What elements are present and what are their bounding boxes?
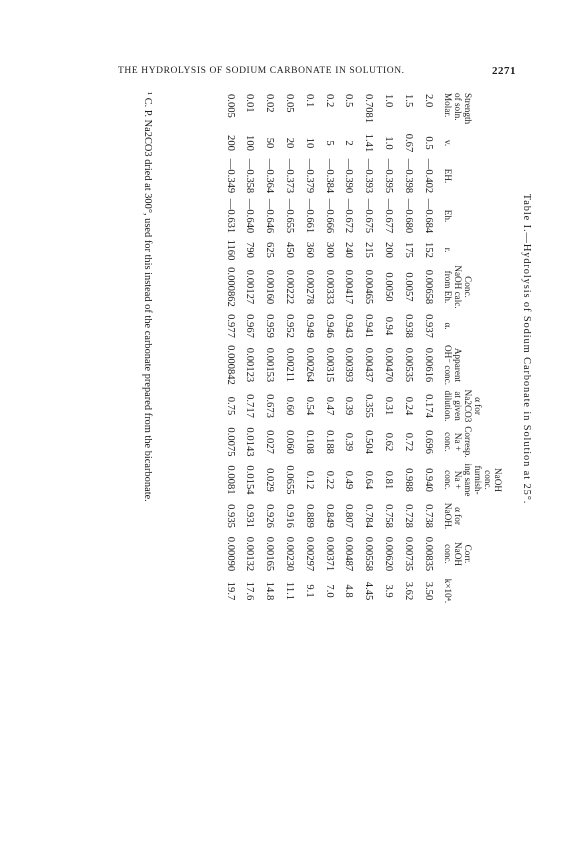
table-cell: 0.12 bbox=[303, 470, 315, 490]
table-row bbox=[379, 92, 399, 606]
table-cell: 4.8 bbox=[343, 584, 355, 598]
table-cell: 0.0057 bbox=[402, 272, 414, 302]
table-cell: 0.504 bbox=[363, 430, 375, 454]
table-cell: 0.1 bbox=[303, 94, 315, 108]
table-cell: —0.393 bbox=[363, 158, 375, 194]
column-header: α. bbox=[443, 322, 453, 330]
table-cell: 0.64 bbox=[363, 470, 375, 490]
table-cell: 0.807 bbox=[343, 504, 355, 528]
table-cell: 0.931 bbox=[244, 504, 256, 528]
table-cell: 0.2 bbox=[323, 94, 335, 108]
table-cell: 0.717 bbox=[244, 394, 256, 418]
table-cell: 0.0050 bbox=[383, 272, 395, 302]
table-cell: 0.00465 bbox=[363, 269, 375, 305]
table-cell: —0.680 bbox=[402, 198, 414, 234]
table-cell: 0.39 bbox=[343, 432, 355, 452]
table-cell: 10 bbox=[303, 137, 315, 149]
table-cell: 50 bbox=[264, 137, 276, 149]
table-cell: 0.784 bbox=[363, 504, 375, 528]
table-cell: 0.39 bbox=[343, 396, 355, 416]
table-cell: 14.8 bbox=[264, 581, 276, 601]
table-cell: 0.00558 bbox=[363, 536, 375, 572]
table-cell: 0.005 bbox=[224, 94, 236, 118]
table-cell: 0.00264 bbox=[303, 347, 315, 383]
table-row bbox=[398, 92, 418, 606]
table-cell: —0.646 bbox=[264, 198, 276, 234]
table-footnote: ¹ C. P. Na2CO3 dried at 300°, used for this instead of the carbonate prepared from the bicarbonate. bbox=[142, 92, 153, 502]
table-cell: 0.174 bbox=[422, 394, 434, 418]
table-cell: 0.00090 bbox=[224, 536, 236, 572]
table-cell: 0.728 bbox=[402, 504, 414, 528]
table-cell: 0.0143 bbox=[244, 427, 256, 457]
table-cell: 0.00487 bbox=[343, 536, 355, 572]
column-header: Corresp. Na + conc. bbox=[443, 426, 473, 458]
table-cell: 0.889 bbox=[303, 504, 315, 528]
table-row bbox=[240, 92, 260, 606]
table-cell: —0.675 bbox=[363, 198, 375, 234]
table-cell: 0.738 bbox=[422, 504, 434, 528]
table-cell: 0.00127 bbox=[244, 269, 256, 305]
table-row bbox=[299, 92, 319, 606]
table-cell: 0.941 bbox=[363, 314, 375, 338]
table-cell: 0.00123 bbox=[244, 347, 256, 383]
table-cell: 0.943 bbox=[343, 314, 355, 338]
table-cell: 0.00222 bbox=[284, 269, 296, 305]
table-cell: 0.00160 bbox=[264, 269, 276, 305]
table-cell: —0.364 bbox=[264, 158, 276, 194]
hydrolysis-table bbox=[220, 92, 503, 606]
table-row bbox=[418, 92, 438, 606]
table-cell: 175 bbox=[402, 242, 414, 258]
column-header: Strength of soln. Molar. bbox=[443, 93, 473, 125]
table-cell: 0.00620 bbox=[383, 536, 395, 572]
table-cell: 0.946 bbox=[323, 314, 335, 338]
table-cell: 0.935 bbox=[224, 504, 236, 528]
table-cell: 0.05 bbox=[284, 94, 296, 113]
table-cell: 3.50 bbox=[422, 581, 434, 601]
table-cell: 0.00230 bbox=[284, 536, 296, 572]
table-cell: 1.0 bbox=[383, 94, 395, 108]
table-cell: 0.108 bbox=[303, 430, 315, 454]
table-cell: 0.62 bbox=[383, 432, 395, 452]
table-cell: 0.49 bbox=[343, 470, 355, 490]
table-cell: 450 bbox=[284, 242, 296, 258]
table-cell: 0.0655 bbox=[284, 465, 296, 495]
table-cell: 2 bbox=[343, 140, 355, 146]
table-cell: 0.31 bbox=[383, 396, 395, 416]
table-cell: 300 bbox=[323, 242, 335, 258]
column-header: EH. bbox=[443, 168, 453, 184]
table-cell: 0.00371 bbox=[323, 536, 335, 572]
table-cell: 0.00278 bbox=[303, 269, 315, 305]
table-cell: 625 bbox=[264, 242, 276, 258]
table-cell: 0.75 bbox=[224, 396, 236, 416]
table-cell: 0.673 bbox=[264, 394, 276, 418]
table-cell: —0.390 bbox=[343, 158, 355, 194]
table-cell: 0.940 bbox=[422, 468, 434, 492]
table-cell: 20 bbox=[284, 137, 296, 149]
table-cell: 0.0075 bbox=[224, 427, 236, 457]
table-cell: 0.029 bbox=[264, 468, 276, 492]
table-cell: —0.672 bbox=[343, 198, 355, 234]
table-cell: 3.62 bbox=[402, 581, 414, 601]
table-cell: 1.41 bbox=[363, 133, 375, 153]
table-cell: 0.01 bbox=[244, 94, 256, 113]
table-row bbox=[260, 92, 280, 606]
table-cell: 0.988 bbox=[402, 468, 414, 492]
table-cell: 0.00470 bbox=[383, 347, 395, 383]
table-row bbox=[339, 92, 359, 606]
table-cell: —0.384 bbox=[323, 158, 335, 194]
table-cell: 0.02 bbox=[264, 94, 276, 113]
table-cell: 0.959 bbox=[264, 314, 276, 338]
table-cell: 0.758 bbox=[383, 504, 395, 528]
table-cell: 0.926 bbox=[264, 504, 276, 528]
table-cell: 0.22 bbox=[323, 470, 335, 490]
table-cell: —0.358 bbox=[244, 158, 256, 194]
table-cell: 0.67 bbox=[402, 133, 414, 153]
table-cell: 1.5 bbox=[402, 94, 414, 108]
table-cell: 0.938 bbox=[402, 314, 414, 338]
column-header: Eh. bbox=[443, 209, 453, 223]
table-cell: 0.47 bbox=[323, 396, 335, 416]
table-cell: 17.6 bbox=[244, 581, 256, 601]
table-cell: 240 bbox=[343, 242, 355, 258]
column-header: Corr. NaOH conc. bbox=[443, 542, 473, 566]
table-row bbox=[359, 92, 379, 606]
table-cell: 3.9 bbox=[383, 584, 395, 598]
table-body bbox=[220, 92, 438, 606]
table-cell: 0.54 bbox=[303, 396, 315, 416]
column-header: α for NaOH. bbox=[443, 502, 463, 530]
column-header: α for Na2CO3 at given dilution. bbox=[443, 389, 483, 423]
table-cell: 4.45 bbox=[363, 581, 375, 601]
table-cell: 11.1 bbox=[284, 581, 296, 601]
table-cell: —0.677 bbox=[383, 198, 395, 234]
table-cell: 0.24 bbox=[402, 396, 414, 416]
table-cell: —0.640 bbox=[244, 198, 256, 234]
table-cell: 0.967 bbox=[244, 314, 256, 338]
table-cell: 0.188 bbox=[323, 430, 335, 454]
table-cell: 200 bbox=[224, 135, 236, 151]
table-cell: 152 bbox=[422, 242, 434, 258]
table-cell: 0.00535 bbox=[402, 347, 414, 383]
table-cell: —0.666 bbox=[323, 198, 335, 234]
table-cell: 0.00153 bbox=[264, 347, 276, 383]
rotated-table-block bbox=[120, 92, 532, 606]
table-cell: 0.00417 bbox=[343, 269, 355, 305]
table-cell: 0.00315 bbox=[323, 347, 335, 383]
table-cell: —0.398 bbox=[402, 158, 414, 194]
table-cell: 0.00616 bbox=[422, 347, 434, 383]
column-header: v. bbox=[443, 139, 453, 147]
table-cell: 0.94 bbox=[383, 316, 395, 336]
table-cell: —0.661 bbox=[303, 198, 315, 234]
table-cell: 100 bbox=[244, 135, 256, 151]
table-row bbox=[220, 92, 240, 606]
table-cell: 1160 bbox=[224, 239, 236, 261]
table-cell: 5 bbox=[323, 140, 335, 146]
table-cell: 9.1 bbox=[303, 584, 315, 598]
table-cell: 0.00333 bbox=[323, 269, 335, 305]
table-cell: 0.849 bbox=[323, 504, 335, 528]
column-header: Conc. NaOH calc. from Eh. bbox=[443, 265, 473, 309]
table-cell: 0.0154 bbox=[244, 465, 256, 495]
table-cell: 0.000862 bbox=[224, 267, 236, 307]
table-row bbox=[319, 92, 339, 606]
table-cell: 0.000842 bbox=[224, 345, 236, 385]
table-cell: 215 bbox=[363, 242, 375, 258]
table-cell: 0.72 bbox=[402, 432, 414, 452]
table-title: Table I.—Hydrolysis of Sodium Carbonate in Solution at 25°. bbox=[521, 193, 532, 505]
table-cell: 2.0 bbox=[422, 94, 434, 108]
column-header: k×10⁴. bbox=[443, 578, 453, 604]
page-number: 2271 bbox=[492, 65, 516, 77]
table-cell: 0.00165 bbox=[264, 536, 276, 572]
table-cell: 0.60 bbox=[284, 396, 296, 416]
table-cell: 7.0 bbox=[323, 584, 335, 598]
table-cell: 0.916 bbox=[284, 504, 296, 528]
table-cell: 0.7081 bbox=[363, 94, 375, 124]
table-cell: 0.027 bbox=[264, 430, 276, 454]
table-cell: —0.655 bbox=[284, 198, 296, 234]
table-cell: 0.81 bbox=[383, 470, 395, 490]
table-cell: —0.349 bbox=[224, 158, 236, 194]
table-cell: 0.952 bbox=[284, 314, 296, 338]
table-header-row bbox=[438, 92, 503, 606]
table-cell: —0.684 bbox=[422, 198, 434, 234]
table-cell: 19.7 bbox=[224, 581, 236, 601]
table-cell: 0.5 bbox=[343, 94, 355, 108]
table-cell: 0.00735 bbox=[402, 536, 414, 572]
table-cell: 790 bbox=[244, 242, 256, 258]
table-cell: 0.00297 bbox=[303, 536, 315, 572]
table-cell: 0.00658 bbox=[422, 269, 434, 305]
table-cell: 0.977 bbox=[224, 314, 236, 338]
table-cell: 200 bbox=[383, 242, 395, 258]
table-cell: 0.00393 bbox=[343, 347, 355, 383]
table-cell: 0.0081 bbox=[224, 465, 236, 495]
table-cell: 0.00211 bbox=[284, 347, 296, 383]
table-cell: 0.5 bbox=[422, 136, 434, 150]
table-cell: —0.631 bbox=[224, 198, 236, 234]
table-cell: —0.395 bbox=[383, 158, 395, 194]
column-header: Apparent OH⁻ conc. bbox=[443, 344, 463, 386]
table-cell: —0.402 bbox=[422, 158, 434, 194]
table-cell: 0.937 bbox=[422, 314, 434, 338]
table-row bbox=[280, 92, 300, 606]
table-cell: 0.696 bbox=[422, 430, 434, 454]
table-cell: 0.00132 bbox=[244, 536, 256, 572]
table-cell: 0.00437 bbox=[363, 347, 375, 383]
table-cell: 0.060 bbox=[284, 430, 296, 454]
table-cell: 0.949 bbox=[303, 314, 315, 338]
table-cell: 0.00835 bbox=[422, 536, 434, 572]
table-cell: 360 bbox=[303, 242, 315, 258]
column-header: r. bbox=[443, 247, 453, 253]
table-cell: —0.373 bbox=[284, 158, 296, 194]
table-cell: 0.355 bbox=[363, 394, 375, 418]
table-cell: 1.0 bbox=[383, 136, 395, 150]
table-cell: —0.379 bbox=[303, 158, 315, 194]
column-header: NaOH conc. furnish- ing same Na + conc. bbox=[443, 463, 503, 497]
running-head: THE HYDROLYSIS OF SODIUM CARBONATE IN SOLUTION. bbox=[118, 66, 405, 76]
